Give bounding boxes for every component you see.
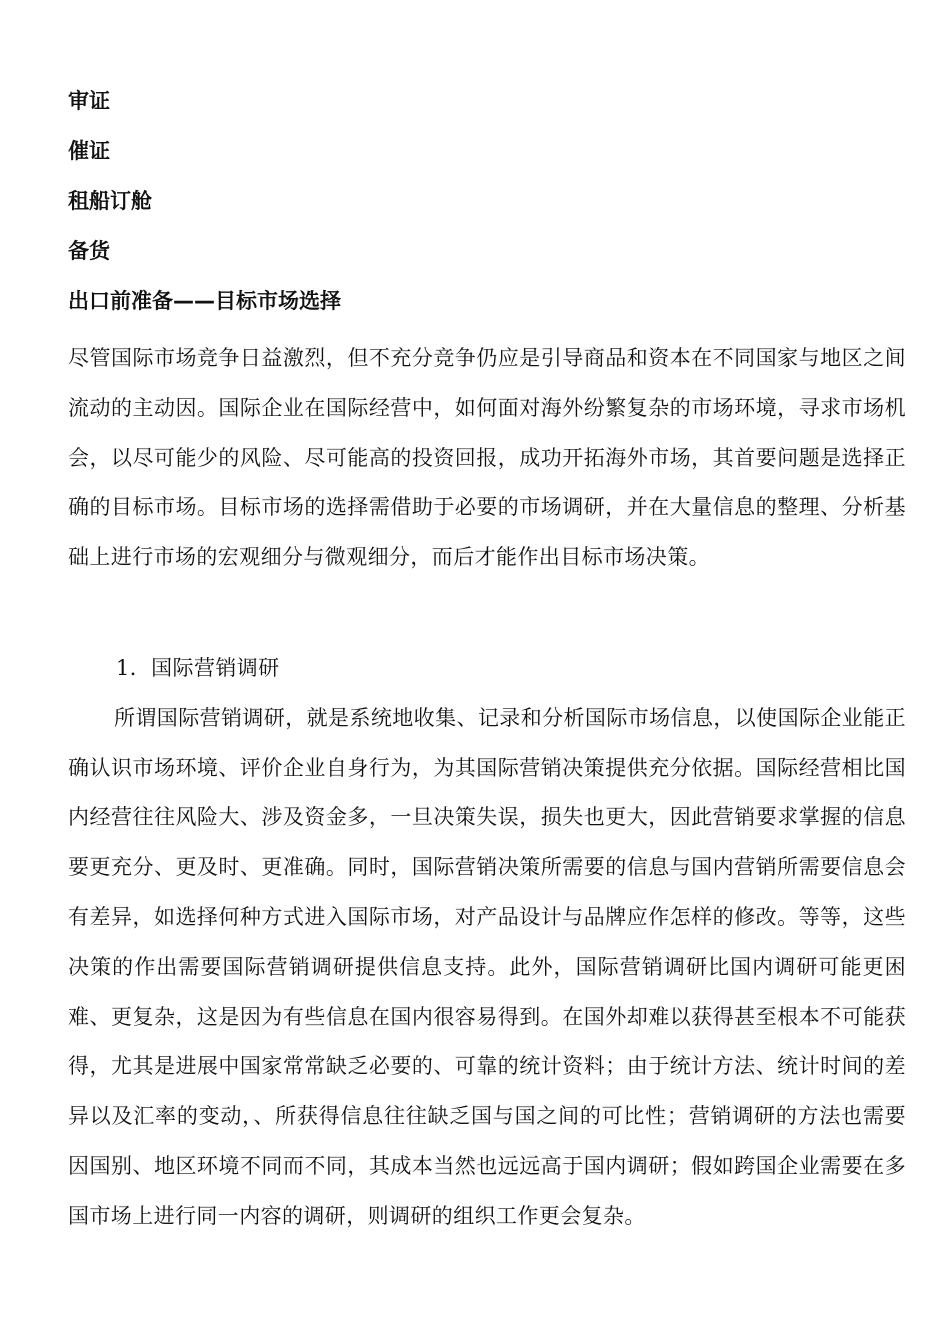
section-body: 所谓国际营销调研，就是系统地收集、记录和分析国际市场信息，以使国际企业能正确认识市场环境、评价企业自身行为，为其国际营销决策提供充分依据。国际经营相比国内经营往往风险大、涉及资金多，一旦决策失误，损失也更大，因此营销要求掌握的信息要更充分、更及时、更准确。同时，国际营销决策所需要的信息与国内营销所需要信息会有差异，如选择何种方式进入国际市场，对产品设计与品牌应作怎样的修改。等等，这些决策的作出需要国际营销调研提供信息支持。此外，国际营销调研比国内调研可能更困难、更复杂，这是因为有些信息在国内很容易得到。在国外却难以获得甚至根本不可能获得，尤其是进展中国家常常缺乏必要的、可靠的统计资料；由于统计方法、统计时间的差异以及汇率的变动，、所获得信息往往缺乏国与国之间的可比性；营销调研的方法也需要因国别、地区环境不同而不同，其成本当然也远远高于国内调研；假如跨国企业需要在多国市场上进行同一内容的调研，则调研的组织工作更会复杂。 (68, 705, 906, 1228)
heading-urge-credit: 催证 (68, 139, 110, 163)
heading-prepare-goods: 备货 (68, 239, 110, 263)
heading-review-credit: 审证 (68, 89, 110, 113)
heading-target-market: 出口前准备——目标市场选择 (68, 289, 341, 313)
intro-paragraph: 尽管国际市场竞争日益激烈，但不充分竞争仍应是引导商品和资本在不同国家与地区之间流动的主动因。国际企业在国际经营中，如何面对海外纷繁复杂的市场环境，寻求市场机会，以尽可能少的风险、尽可能高的投资回报，成功开拓海外市场，其首要问题是选择正确的目标市场。目标市场的选择需借助于必要的市场调研，并在大量信息的整理、分析基础上进行市场的宏观细分与微观细分，而后才能作出目标市场决策。 (68, 346, 906, 570)
section-title: 1．国际营销调研 (116, 655, 280, 680)
section-spacer (68, 583, 906, 644)
heading-book-shipping: 租船订舱 (68, 189, 152, 213)
document-content (68, 84, 906, 1242)
